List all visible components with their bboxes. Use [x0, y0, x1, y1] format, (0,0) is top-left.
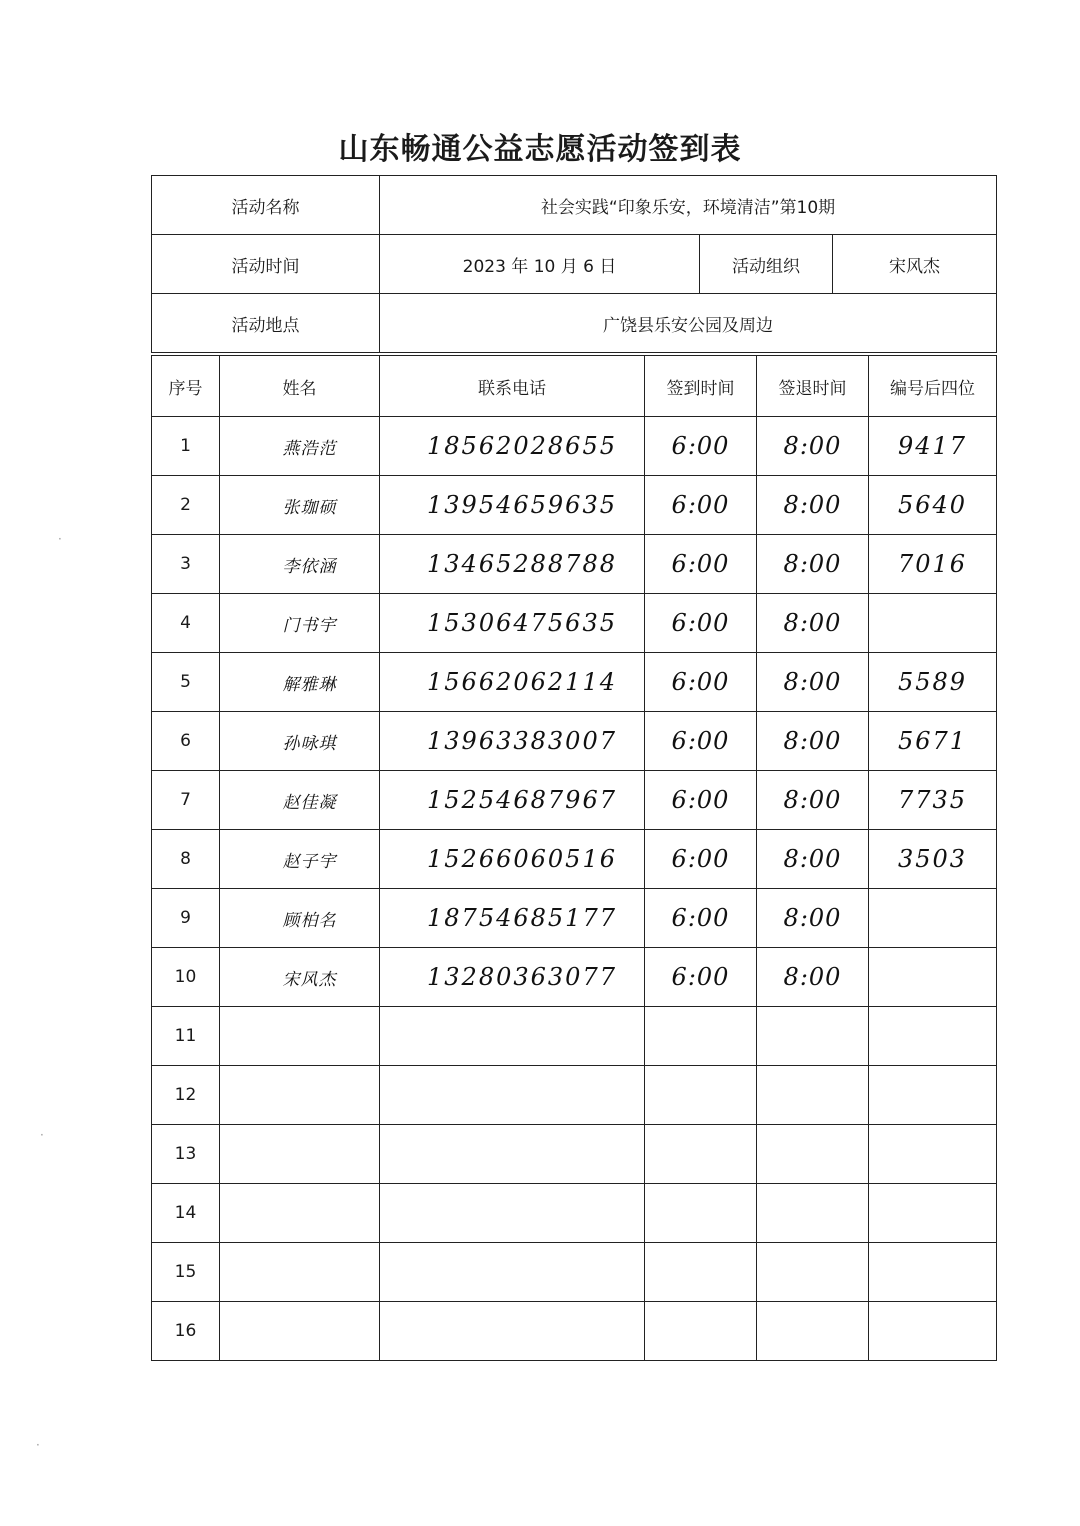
phone-cell: 15266060516	[380, 830, 645, 889]
sign-in-cell: 6:00	[645, 535, 757, 594]
activity-place-value: 广饶县乐安公园及周边	[380, 294, 997, 353]
phone-cell: 15254687967	[380, 771, 645, 830]
sign-in-cell: 6:00	[645, 417, 757, 476]
code-cell: 5671	[869, 712, 997, 771]
seq-cell: 10	[152, 948, 220, 1007]
sign-out-cell	[757, 1302, 869, 1361]
header-name: 姓名	[220, 356, 380, 417]
code-cell: 3503	[869, 830, 997, 889]
activity-place-label: 活动地点	[152, 294, 380, 353]
phone-cell	[380, 1125, 645, 1184]
code-cell	[869, 1125, 997, 1184]
scan-speck: ·	[40, 1128, 44, 1142]
name-cell: 赵子宇	[220, 830, 380, 889]
activity-time-row	[152, 235, 997, 294]
code-cell	[869, 1007, 997, 1066]
seq-cell: 4	[152, 594, 220, 653]
name-cell	[220, 1243, 380, 1302]
sign-in-cell	[645, 1125, 757, 1184]
name-cell: 顾柏名	[220, 889, 380, 948]
table-row	[152, 1066, 997, 1125]
sign-out-cell: 8:00	[757, 948, 869, 1007]
sign-out-cell: 8:00	[757, 476, 869, 535]
sign-out-cell: 8:00	[757, 712, 869, 771]
sign-in-cell: 6:00	[645, 712, 757, 771]
name-cell	[220, 1125, 380, 1184]
table-row	[152, 417, 997, 476]
seq-cell: 8	[152, 830, 220, 889]
activity-info-table	[151, 175, 997, 353]
table-row	[152, 1184, 997, 1243]
header-phone: 联系电话	[380, 356, 645, 417]
phone-cell	[380, 1007, 645, 1066]
phone-cell: 13963383007	[380, 712, 645, 771]
name-cell	[220, 1184, 380, 1243]
sign-out-cell	[757, 1066, 869, 1125]
sign-out-cell: 8:00	[757, 889, 869, 948]
table-row	[152, 1125, 997, 1184]
activity-org-value: 宋风杰	[833, 235, 997, 294]
seq-cell: 7	[152, 771, 220, 830]
phone-cell	[380, 1243, 645, 1302]
header-seq: 序号	[152, 356, 220, 417]
table-row	[152, 476, 997, 535]
code-cell	[869, 1302, 997, 1361]
code-cell: 7735	[869, 771, 997, 830]
activity-name-row	[152, 176, 997, 235]
sign-out-cell	[757, 1007, 869, 1066]
code-cell: 5589	[869, 653, 997, 712]
table-row	[152, 1302, 997, 1361]
sign-in-cell: 6:00	[645, 653, 757, 712]
sign-in-cell	[645, 1007, 757, 1066]
sign-out-cell: 8:00	[757, 594, 869, 653]
page-title: 山东畅通公益志愿活动签到表	[338, 132, 742, 167]
name-cell: 门书宇	[220, 594, 380, 653]
name-cell: 赵佳凝	[220, 771, 380, 830]
code-cell: 7016	[869, 535, 997, 594]
name-cell: 李依涵	[220, 535, 380, 594]
table-header-row	[152, 356, 997, 417]
table-row	[152, 830, 997, 889]
sign-in-cell: 6:00	[645, 771, 757, 830]
sign-in-cell	[645, 1243, 757, 1302]
seq-cell: 2	[152, 476, 220, 535]
name-cell	[220, 1007, 380, 1066]
code-cell	[869, 1184, 997, 1243]
header-code: 编号后四位	[869, 356, 997, 417]
activity-time-label: 活动时间	[152, 235, 380, 294]
name-cell	[220, 1302, 380, 1361]
phone-cell: 18754685177	[380, 889, 645, 948]
table-row	[152, 653, 997, 712]
phone-cell: 13954659635	[380, 476, 645, 535]
seq-cell: 5	[152, 653, 220, 712]
activity-org-label: 活动组织	[700, 235, 833, 294]
sign-in-cell	[645, 1066, 757, 1125]
sign-in-cell: 6:00	[645, 889, 757, 948]
seq-cell: 3	[152, 535, 220, 594]
sign-in-cell: 6:00	[645, 948, 757, 1007]
sign-out-cell	[757, 1125, 869, 1184]
sign-in-cell: 6:00	[645, 594, 757, 653]
header-sign-out: 签退时间	[757, 356, 869, 417]
scan-speck: ·	[58, 532, 62, 546]
code-cell: 9417	[869, 417, 997, 476]
sign-out-cell	[757, 1184, 869, 1243]
sign-in-cell: 6:00	[645, 476, 757, 535]
table-row	[152, 1243, 997, 1302]
code-cell: 5640	[869, 476, 997, 535]
table-row	[152, 771, 997, 830]
sign-out-cell: 8:00	[757, 771, 869, 830]
phone-cell: 13280363077	[380, 948, 645, 1007]
sign-out-cell: 8:00	[757, 535, 869, 594]
sign-in-cell: 6:00	[645, 830, 757, 889]
phone-cell	[380, 1302, 645, 1361]
seq-cell: 11	[152, 1007, 220, 1066]
header-sign-in: 签到时间	[645, 356, 757, 417]
name-cell: 解雅琳	[220, 653, 380, 712]
seq-cell: 14	[152, 1184, 220, 1243]
name-cell: 张珈硕	[220, 476, 380, 535]
sign-out-cell	[757, 1243, 869, 1302]
sign-in-cell	[645, 1302, 757, 1361]
table-row	[152, 1007, 997, 1066]
phone-cell: 13465288788	[380, 535, 645, 594]
phone-cell: 15662062114	[380, 653, 645, 712]
sign-out-cell: 8:00	[757, 417, 869, 476]
name-cell: 宋风杰	[220, 948, 380, 1007]
phone-cell	[380, 1184, 645, 1243]
code-cell	[869, 594, 997, 653]
table-row	[152, 948, 997, 1007]
seq-cell: 1	[152, 417, 220, 476]
sign-out-cell: 8:00	[757, 830, 869, 889]
code-cell	[869, 948, 997, 1007]
seq-cell: 13	[152, 1125, 220, 1184]
table-row	[152, 535, 997, 594]
sign-in-table	[151, 355, 997, 1361]
scan-speck: ·	[36, 1438, 40, 1452]
activity-place-row	[152, 294, 997, 353]
sign-out-cell: 8:00	[757, 653, 869, 712]
sign-in-cell	[645, 1184, 757, 1243]
phone-cell: 15306475635	[380, 594, 645, 653]
code-cell	[869, 1066, 997, 1125]
activity-time-value: 2023 年 10 月 6 日	[380, 235, 700, 294]
activity-name-value: 社会实践“印象乐安，环境清洁”第10期	[380, 176, 997, 235]
name-cell: 孙咏琪	[220, 712, 380, 771]
phone-cell	[380, 1066, 645, 1125]
seq-cell: 6	[152, 712, 220, 771]
seq-cell: 12	[152, 1066, 220, 1125]
table-row	[152, 594, 997, 653]
table-row	[152, 712, 997, 771]
seq-cell: 16	[152, 1302, 220, 1361]
activity-name-label: 活动名称	[152, 176, 380, 235]
name-cell	[220, 1066, 380, 1125]
table-row	[152, 889, 997, 948]
seq-cell: 9	[152, 889, 220, 948]
name-cell: 燕浩范	[220, 417, 380, 476]
seq-cell: 15	[152, 1243, 220, 1302]
phone-cell: 18562028655	[380, 417, 645, 476]
code-cell	[869, 889, 997, 948]
code-cell	[869, 1243, 997, 1302]
